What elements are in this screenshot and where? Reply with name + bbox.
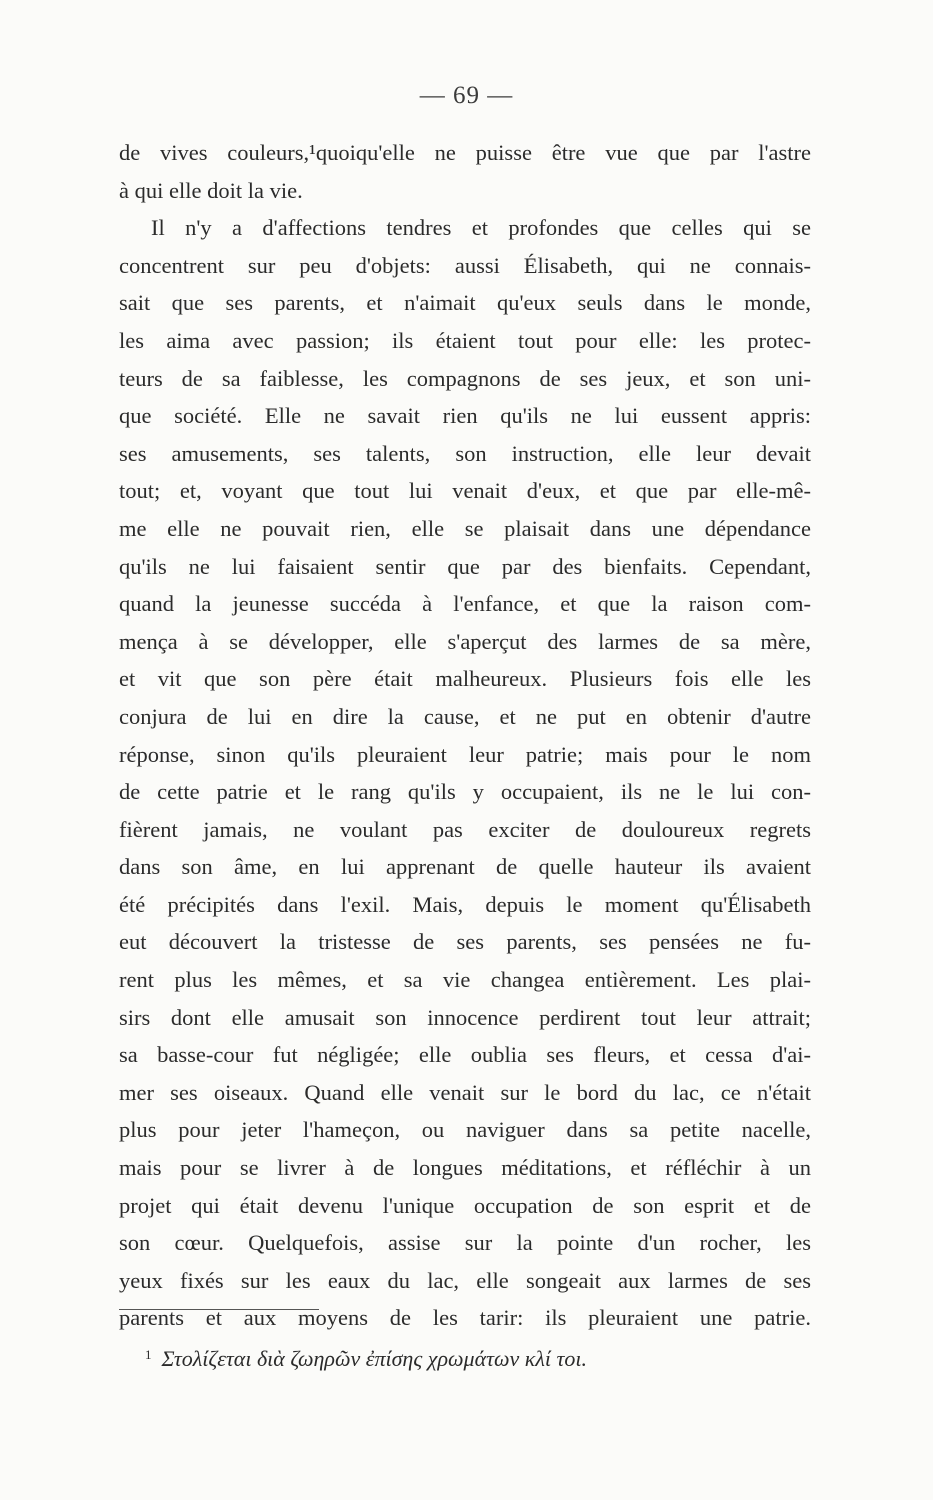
text-line: sait que ses parents, et n'aimait qu'eux seuls dans le monde,: [119, 290, 811, 316]
text-line: quand la jeunesse succéda à l'enfance, et que la raison com-: [119, 591, 811, 617]
text-line: les aima avec passion; ils étaient tout pour elle: les protec-: [119, 327, 811, 353]
text-line: sa basse-cour fut négligée; elle oublia ses fleurs, et cessa d'ai-: [119, 1042, 811, 1068]
text-line: sirs dont elle amusait son innocence perdirent tout leur attrait;: [119, 1004, 811, 1030]
text-line: eut découvert la tristesse de ses parents, ses pensées ne fu-: [119, 929, 811, 955]
text-line: qu'ils ne lui faisaient sentir que par des bienfaits. Cependant,: [119, 553, 811, 579]
text-line: fièrent jamais, ne voulant pas exciter de douloureux regrets: [119, 816, 811, 842]
page-number: — 69 —: [419, 82, 514, 109]
body-text: [119, 134, 811, 1337]
footnote-text: Στολίζεται διὰ ζωηρῶν ἐπίσης χρωμάτων κλί τοι.: [161, 1346, 587, 1371]
text-line: mais pour se livrer à de longues méditations, et réfléchir à un: [119, 1155, 811, 1181]
text-line: concentrent sur peu d'objets: aussi Élisabeth, qui ne connais-: [119, 252, 811, 278]
footnote: [145, 1346, 587, 1372]
text-line: mer ses oiseaux. Quand elle venait sur le bord du lac, ce n'était: [119, 1079, 811, 1105]
footnote-marker: 1: [145, 1347, 152, 1362]
text-line: yeux fixés sur les eaux du lac, elle songeait aux larmes de ses: [119, 1267, 811, 1293]
text-line: de vives couleurs,¹quoiqu'elle ne puisse être vue que par l'astre: [119, 140, 811, 165]
text-line: conjura de lui en dire la cause, et ne put en obtenir d'autre: [119, 703, 811, 729]
text-line: réponse, sinon qu'ils pleuraient leur patrie; mais pour le nom: [119, 741, 811, 767]
text-line: ses amusements, ses talents, son instruction, elle leur devait: [119, 440, 811, 466]
text-line: plus pour jeter l'hameçon, ou naviguer dans sa petite nacelle,: [119, 1117, 811, 1143]
text-line: teurs de sa faiblesse, les compagnons de ses jeux, et son uni-: [119, 365, 811, 391]
text-line: mença à se développer, elle s'aperçut des larmes de sa mère,: [119, 628, 811, 654]
text-line: parents et aux moyens de les tarir: ils pleuraient une patrie.: [119, 1305, 811, 1331]
text-line: de cette patrie et le rang qu'ils y occupaient, ils ne le lui con-: [119, 779, 811, 805]
footnote-divider: [119, 1309, 319, 1310]
text-line: Il n'y a d'affections tendres et profondes que celles qui se: [151, 215, 811, 241]
text-line: à qui elle doit la vie.: [119, 177, 303, 203]
text-line: été précipités dans l'exil. Mais, depuis le moment qu'Élisabeth: [119, 891, 811, 917]
text-line: tout; et, voyant que tout lui venait d'eux, et que par elle-mê-: [119, 478, 811, 504]
text-line: rent plus les mêmes, et sa vie changea entièrement. Les plai-: [119, 967, 811, 993]
text-line: me elle ne pouvait rien, elle se plaisait dans une dépendance: [119, 515, 811, 541]
text-line: projet qui était devenu l'unique occupation de son esprit et de: [119, 1192, 811, 1218]
text-line: que société. Elle ne savait rien qu'ils ne lui eussent appris:: [119, 403, 811, 429]
text-line: et vit que son père était malheureux. Plusieurs fois elle les: [119, 666, 811, 692]
text-line: son cœur. Quelquefois, assise sur la pointe d'un rocher, les: [119, 1230, 811, 1256]
text-line: dans son âme, en lui apprenant de quelle hauteur ils avaient: [119, 854, 811, 880]
